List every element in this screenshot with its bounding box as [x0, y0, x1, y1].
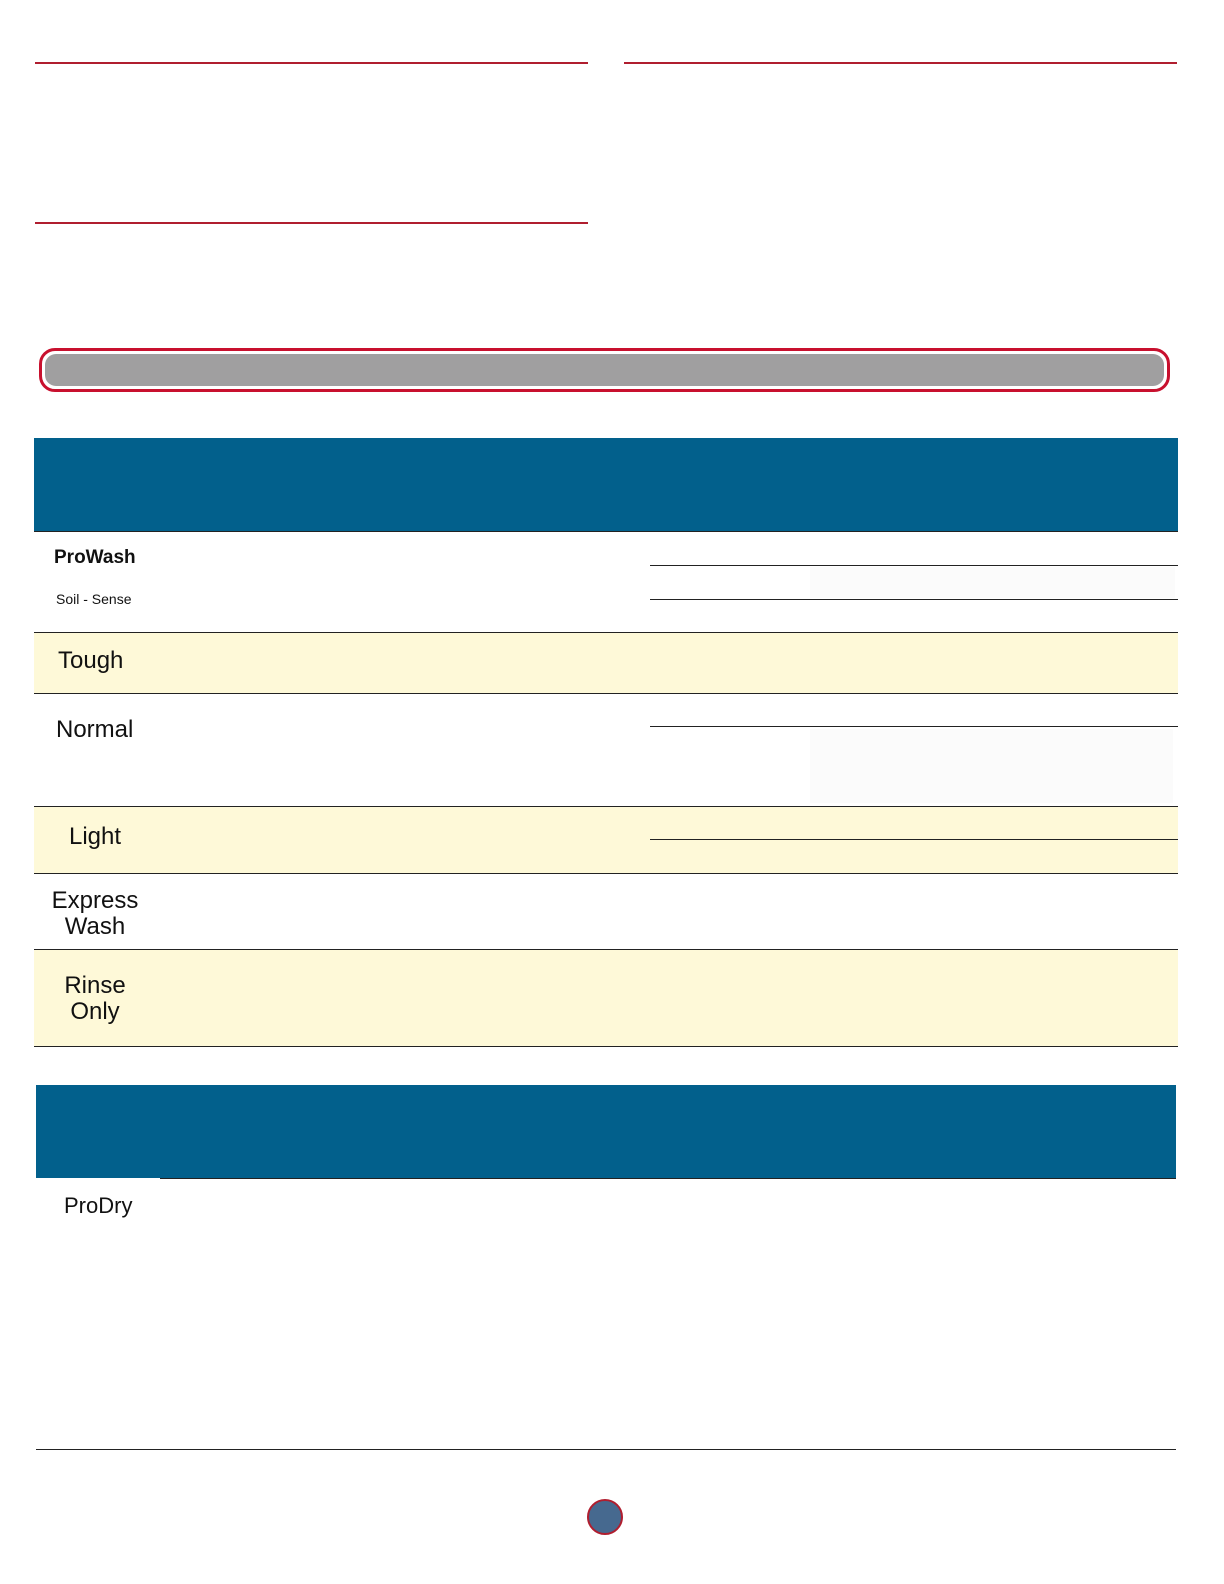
wash-cycles-table-header [34, 438, 1178, 531]
row-label-rinse-only-line1: Rinse [64, 972, 126, 999]
wash-header-bottom-rule [34, 531, 1178, 532]
light-detail-rule [650, 839, 1178, 840]
light-row-bottom-rule [34, 873, 1178, 874]
prowash-title: ProWash [54, 547, 136, 568]
footer-rule [36, 1449, 1176, 1450]
row-label-light: Light [69, 823, 122, 850]
prowash-detail-rule-2 [650, 599, 1178, 600]
top-right-section-rule [624, 62, 1177, 64]
prowash-detail-shade [810, 567, 1175, 598]
row-label-express-wash [44, 888, 146, 941]
section-heading-bar-fill [45, 354, 1164, 386]
mid-left-section-rule [35, 222, 588, 224]
row-label-express-wash-line1: Express [51, 887, 139, 914]
table-row-rinse-only [34, 950, 1178, 1046]
dry-header-bottom-rule [160, 1178, 1176, 1179]
table-row-tough [34, 633, 1178, 693]
row-label-prodry: ProDry [64, 1193, 133, 1218]
page-number-badge [587, 1499, 623, 1535]
normal-detail-rule [650, 726, 1178, 727]
row-label-express-wash-line2: Wash [64, 913, 126, 941]
prowash-subtitle: Soil - Sense [56, 591, 132, 607]
prowash-detail-rule-1 [650, 565, 1178, 566]
rinse-row-bottom-rule [34, 1046, 1178, 1047]
table-row-light [34, 807, 1178, 873]
row-label-normal: Normal [56, 716, 134, 743]
normal-detail-shade [810, 729, 1173, 803]
section-heading-bar [39, 348, 1170, 392]
tough-row-bottom-rule [34, 693, 1178, 694]
top-left-section-rule [35, 62, 588, 64]
row-label-rinse-only [44, 973, 146, 1026]
row-label-tough: Tough [58, 647, 124, 674]
row-label-rinse-only-line2: Only [70, 998, 120, 1026]
dry-options-table-header [36, 1085, 1176, 1178]
